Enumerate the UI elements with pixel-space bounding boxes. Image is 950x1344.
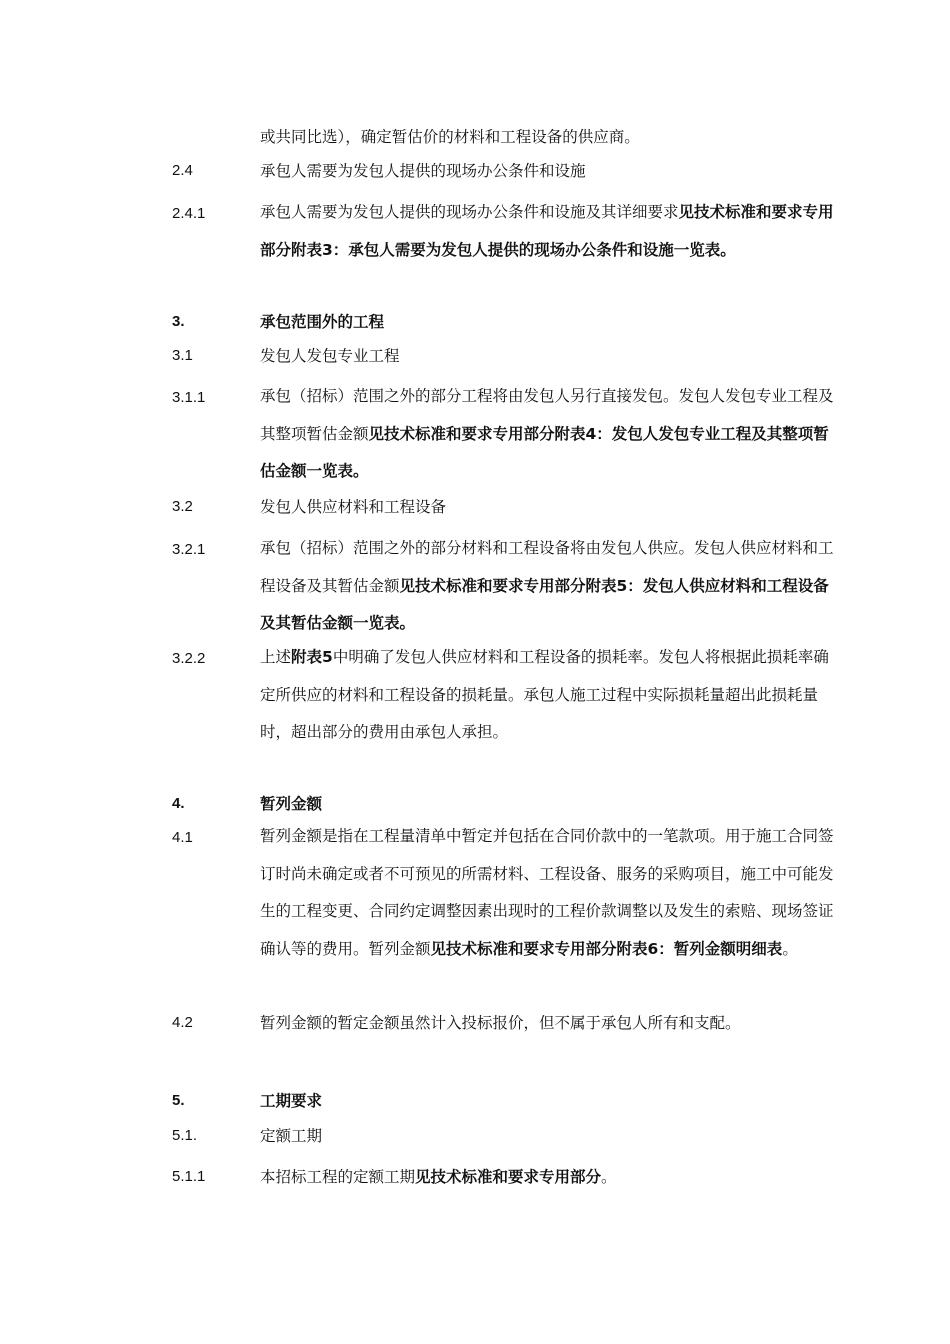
clause-title [260,346,844,366]
reference-text: 见技术标准和要求专用部分附表3：承包人需要为发包人提供的现场办公条件和设施一览表。 [260,203,834,259]
section-number: 5. [172,1092,185,1109]
clause-number: 3.2.2 [172,650,206,667]
clause-number: 3.1 [172,347,193,364]
section-heading-text: 工期要求 [260,1092,323,1110]
clause-title [260,1126,844,1146]
clause-paragraph [260,639,844,752]
section-number: 3. [172,313,185,330]
clause-paragraph [260,194,844,269]
clause-paragraph [260,378,844,491]
clause-number: 2.4 [172,162,193,179]
section-number: 4. [172,795,185,812]
paragraph-text: 承包（招标）范围之外的部分工程将由发包人另行直接发包。发包人发包专业工程及其整项暂估金额 [260,387,834,443]
paragraph-text: 暂列金额是指在工程量清单中暂定并包括在合同价款中的一笔款项。用于施工合同签订时尚未确定或者不可预见的所需材料、工程设备、服务的采购项目，施工中可能发生的工程变更、合同约定调整因素出现时的工程价款调整以及发生的索赔、现场签证确认等的费用。暂列金额 [260,827,834,958]
clause-number: 3.2 [172,498,193,515]
clause-number: 4.2 [172,1014,193,1031]
clause-paragraph [260,818,844,968]
clause-title [260,161,844,181]
section-heading-text: 暂列金额 [260,795,323,813]
section-heading [260,312,844,332]
clause-title [260,497,844,517]
clause-number: 5.1. [172,1127,198,1144]
section-heading [260,794,844,814]
paragraph-continuation [260,127,844,147]
clause-title-text: 发包人供应材料和工程设备 [260,498,447,516]
clause-title-text: 发包人发包专业工程 [260,347,400,365]
paragraph-text: 。 [782,939,798,958]
reference-text: 见技术标准和要求专用部分附表5：发包人供应材料和工程设备及其暂估金额一览表。 [260,576,829,632]
paragraph-text: 暂列金额的暂定金额虽然计入投标报价，但不属于承包人所有和支配。 [260,1014,741,1032]
clause-title-text: 定额工期 [260,1127,323,1145]
clause-number: 4.1 [172,829,193,846]
clause-paragraph [260,1013,844,1033]
paragraph-text: 承包（招标）范围之外的部分材料和工程设备将由发包人供应。发包人供应材料和工程设备及其暂估金额 [260,539,834,595]
clause-paragraph [260,1167,844,1187]
clause-number: 5.1.1 [172,1168,206,1185]
paragraph-text: 本招标工程的定额工期 [260,1168,416,1186]
paragraph-text: 或共同比选），确定暂估价的材料和工程设备的供应商。 [260,128,640,146]
section-heading [260,1091,844,1111]
clause-number: 2.4.1 [172,205,206,222]
reference-text: 见技术标准和要求专用部分 [415,1168,602,1186]
clause-paragraph [260,530,844,643]
paragraph-text: 中明确了发包人供应材料和工程设备的损耗率。发包人将根据此损耗率确定所供应的材料和工程设备的损耗量。承包人施工过程中实际损耗量超出此损耗量时，超出部分的费用由承包人承担。 [260,648,829,741]
reference-text: 附表5 [291,648,333,666]
reference-text: 见技术标准和要求专用部分附表6：暂列金额明细表 [430,939,783,958]
reference-text: 见技术标准和要求专用部分附表4：发包人发包专业工程及其整项暂估金额一览表。 [260,424,829,480]
clause-number: 3.1.1 [172,389,206,406]
paragraph-text: 承包人需要为发包人提供的现场办公条件和设施及其详细要求 [260,203,679,221]
paragraph-text: 上述 [260,648,292,666]
paragraph-text: 。 [601,1168,617,1186]
section-heading-text: 承包范围外的工程 [260,313,385,331]
clause-number: 3.2.1 [172,541,206,558]
clause-title-text: 承包人需要为发包人提供的现场办公条件和设施 [260,162,586,180]
